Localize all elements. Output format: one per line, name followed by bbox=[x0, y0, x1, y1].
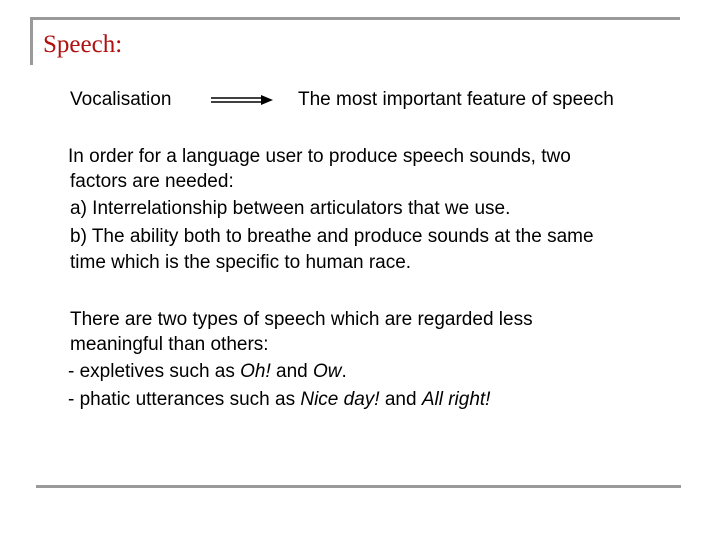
phatic-text: - phatic utterances such as bbox=[68, 389, 301, 410]
expletives-and: and bbox=[270, 361, 314, 382]
vocalisation-label: Vocalisation bbox=[70, 89, 172, 110]
factors-paragraph bbox=[60, 145, 700, 274]
para2-line1: There are two types of speech which are regarded less bbox=[70, 309, 533, 330]
para1-line3: a) Interrelationship between articulators that we use. bbox=[70, 198, 511, 219]
feature-text: The most important feature of speech bbox=[298, 89, 614, 110]
frame-top-border bbox=[30, 17, 680, 20]
expletives-period: . bbox=[341, 361, 347, 382]
phatic-example-all-right: All right! bbox=[421, 389, 491, 410]
speech-types-paragraph bbox=[60, 308, 700, 414]
right-arrow-icon bbox=[211, 94, 273, 106]
phatic-example-nice-day: Nice day! bbox=[300, 389, 380, 410]
para1-line5: time which is the specific to human race. bbox=[70, 252, 412, 273]
para2-line3 bbox=[60, 357, 700, 386]
para2-line2: meaningful than others: bbox=[70, 334, 269, 355]
para1-line1: In order for a language user to produce speech sounds, two bbox=[68, 146, 571, 167]
frame-bottom-border bbox=[36, 485, 681, 488]
expletives-text: - expletives such as bbox=[68, 361, 241, 382]
phatic-and: and bbox=[379, 389, 422, 410]
expletive-example-ow: Ow bbox=[313, 361, 342, 382]
para1-line4: b) The ability both to breathe and produce sounds at the same bbox=[70, 226, 594, 247]
para2-line4 bbox=[60, 386, 700, 414]
slide-title: Speech: bbox=[43, 31, 123, 58]
frame-left-border bbox=[30, 17, 33, 65]
expletive-example-oh: Oh! bbox=[240, 361, 271, 382]
para1-line2: factors are needed: bbox=[70, 171, 234, 192]
